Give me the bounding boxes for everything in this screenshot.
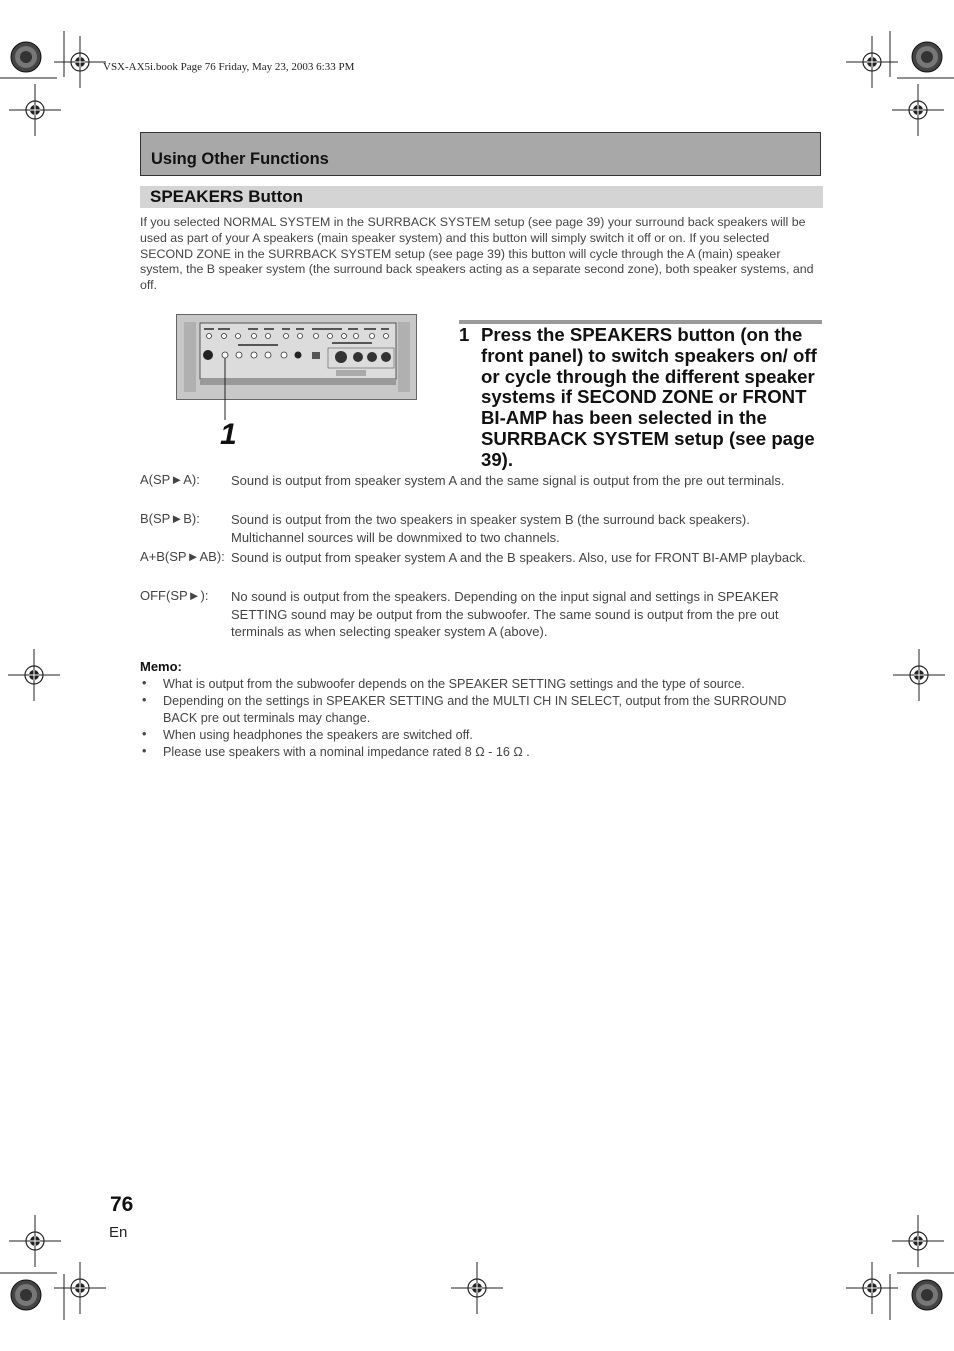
- memo-title: Memo:: [140, 659, 182, 674]
- figure-callout-number: 1: [220, 418, 237, 451]
- page-number: 76: [110, 1193, 134, 1216]
- option-term-a: A(SP►A):: [140, 472, 200, 487]
- section-title: Using Other Functions: [151, 150, 329, 168]
- option-term-ab: A+B(SP►AB):: [140, 549, 225, 564]
- memo-item: When using headphones the speakers are switched off.: [163, 728, 473, 742]
- option-desc-off: No sound is output from the speakers. Depending on the input signal and settings in SPEAKER SETTING sound may be output from the subwoofer. The same sound is output from the pre out terminals as when selecting speaker system A (above).: [231, 589, 779, 639]
- memo-item: Depending on the settings in SPEAKER SETTING and the MULTI CH IN SELECT, output from the SURROUND BACK pre out terminals may change.: [163, 694, 787, 725]
- memo-bullet: •: [142, 676, 147, 690]
- option-desc-b: Sound is output from the two speakers in speaker system B (the surround back speakers). Multichannel sources will be downmixed to two channels.: [231, 512, 750, 545]
- print-header: VSX-AX5i.book Page 76 Friday, May 23, 2003 6:33 PM: [103, 61, 355, 73]
- subsection-header-bar: [140, 186, 823, 208]
- option-desc-ab: Sound is output from speaker system A and the B speakers. Also, use for FRONT BI-AMP playback.: [231, 550, 806, 565]
- memo-bullet: •: [142, 693, 147, 707]
- option-desc-a: Sound is output from speaker system A and the same signal is output from the pre out terminals.: [231, 473, 785, 488]
- memo-item: Please use speakers with a nominal impedance rated 8 Ω - 16 Ω .: [163, 745, 530, 759]
- step-number: 1: [459, 324, 470, 345]
- section-header-bar: [140, 132, 821, 176]
- option-term-off: OFF(SP►):: [140, 588, 209, 603]
- page-language: En: [109, 1224, 128, 1241]
- subsection-title: SPEAKERS Button: [150, 187, 303, 206]
- step-text: Press the SPEAKERS button (on the front panel) to switch speakers on/ off or cycle through the different speaker systems if SECOND ZONE or FRONT BI-AMP has been selected in the SURRBACK SYSTEM setup (see page 39).: [481, 324, 817, 470]
- memo-item: What is output from the subwoofer depends on the SPEAKER SETTING settings and the type of source.: [163, 677, 745, 691]
- intro-paragraph: If you selected NORMAL SYSTEM in the SURRBACK SYSTEM setup (see page 39) your surround back speakers will be used as part of your A speakers (main speaker system) and this button will simply switch it off or on. If you selected SECOND ZONE in the SURRBACK SYSTEM setup (see page 39) this button will cycle through the A (main) speaker system, the B speaker system (the surround back speakers acting as a separate second zone), both speaker systems, and off.: [140, 215, 814, 293]
- memo-bullet: •: [142, 744, 147, 758]
- front-panel-illustration: [176, 314, 418, 424]
- memo-bullet: •: [142, 727, 147, 741]
- option-term-b: B(SP►B):: [140, 511, 200, 526]
